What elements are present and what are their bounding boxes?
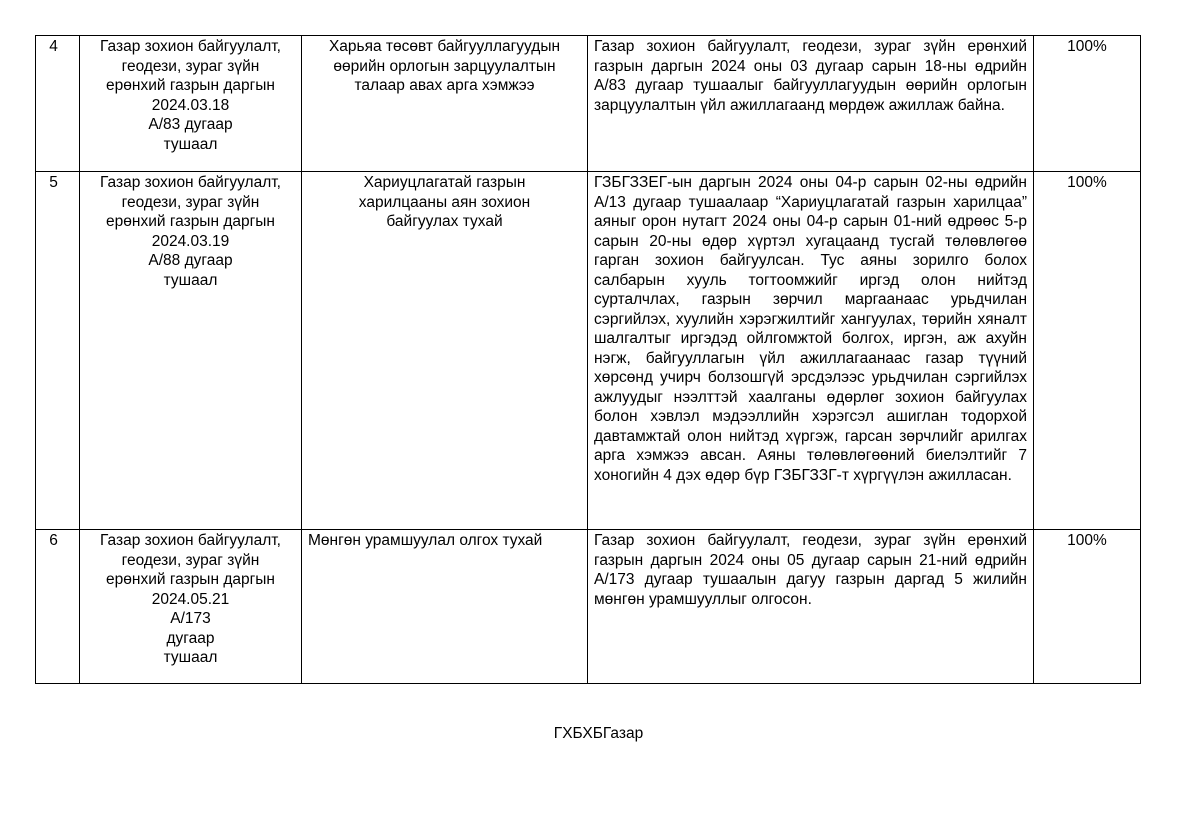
table-row xyxy=(36,530,1141,684)
title-line: Харьяа төсөвт байгууллагуудын xyxy=(328,38,561,55)
implementation-result: ГЗБГЗЗЕГ-ын даргын 2024 оны 04-р сарын 02-ны өдрийн А/13 дугаар тушаалаар “Хариуцлагатай газрын харилцаа” аяныг орон нутагт 2024 оны 04-р сарын 01-ний өдрөөс 5-р сарын 20-ны өдөр хүртэл хугацаанд тусгай төлөвлөгөө гарган зохион байгуулсан. Тус аяны зорилго болох салбарын хууль тогтоомжийг иргэд олон нийтэд сурталчлах, газрын зөрчил маргаанаас урьдчилан сэргийлэх, хуулийн хэрэгжилтийг хангуулах, төрийн хяналт шалгалтыг иргэдэд ойлгомжтой болгох, иргэн, аж ахуйн нэгж, байгууллагын үйл ажиллагаанаас газар түүний хөрсөнд учирч болзошгүй эрсдэлээс урьдчилан сэргийлэх ажлуудыг нээлттэй хаалганы өдөрлөг зохион байгуулах болон хэвлэл мэдээллийн хэрэгсэл ашиглан тодорхой давтамжтай олон нийтэд хүргэж, гарсан зөрчлийг арилгах арга хэмжээ авсан. Аяны төлөвлөгөөний биелэлтийг 7 хоногийн 4 дэх өдөр бүр ГЗБГЗЗГ-т хүргүүлэн ажилласан. xyxy=(588,172,1034,530)
doc-line: тушаал xyxy=(163,649,218,666)
title-line: Хариуцлагатай газрын xyxy=(363,174,526,191)
legal-document-cell xyxy=(80,36,302,172)
legal-document-cell xyxy=(80,530,302,684)
title-line: харилцааны аян зохион xyxy=(358,193,531,211)
legal-document-cell xyxy=(80,172,302,530)
page-footer: ГХБХБГазар xyxy=(553,725,644,742)
implementation-result: Газар зохион байгуулалт, геодези, зураг зүйн ерөнхий газрын даргын 2024 оны 05 дугаар сарын 21-ний өдрийн А/173 дугаар тушаалын дагуу газрын даргад 5 жилийн мөнгөн урамшууллыг олгосон. xyxy=(588,530,1034,684)
title-line: талаар авах арга хэмжээ xyxy=(354,77,535,94)
completion-percent: 100% xyxy=(1034,36,1141,172)
completion-percent: 100% xyxy=(1034,530,1141,684)
doc-line: геодези, зураг зүйн xyxy=(121,57,260,75)
doc-date: 2024.03.18 xyxy=(151,96,230,114)
doc-line: ерөнхий газрын даргын xyxy=(106,213,275,230)
doc-line: ерөнхий газрын даргын xyxy=(106,77,275,94)
doc-line: тушаал xyxy=(163,135,218,153)
doc-date: 2024.03.19 xyxy=(151,232,230,250)
implementation-result: Газар зохион байгуулалт, геодези, зураг зүйн ерөнхий газрын даргын 2024 оны 03 дугаар сарын 18-ны өдрийн А/83 дугаар тушаалыг байгууллагуудын өөрийн орлогын зарцуулалтын үйл ажиллагаанд мөрдөж ажиллаж байна. xyxy=(588,36,1034,172)
doc-line: А/83 дугаар xyxy=(148,116,233,133)
title-line: өөрийн орлогын зарцуулалтын xyxy=(333,57,556,75)
doc-line: А/173 xyxy=(170,610,211,627)
row-number: 5 xyxy=(36,172,80,530)
measure-title-cell xyxy=(302,36,588,172)
measure-title-cell xyxy=(302,172,588,530)
doc-line: А/88 дугаар xyxy=(148,252,233,269)
row-number: 6 xyxy=(36,530,80,684)
doc-line: Газар зохион байгуулалт, xyxy=(100,532,281,549)
title-line: байгуулах тухай xyxy=(386,213,503,230)
doc-date: 2024.05.21 xyxy=(151,590,230,608)
doc-line: тушаал xyxy=(163,271,218,289)
row-number: 4 xyxy=(36,36,80,172)
doc-line: геодези, зураг зүйн xyxy=(121,193,260,211)
doc-line: Газар зохион байгуулалт, xyxy=(100,174,281,191)
completion-percent: 100% xyxy=(1034,172,1141,530)
measure-title-cell xyxy=(302,530,588,684)
doc-line: дугаар xyxy=(166,629,215,647)
doc-line: ерөнхий газрын даргын xyxy=(106,571,275,588)
doc-line: геодези, зураг зүйн xyxy=(121,551,260,569)
title-line: Мөнгөн урамшуулал олгох тухай xyxy=(308,532,543,549)
table-row xyxy=(36,36,1141,172)
table-row xyxy=(36,172,1141,530)
doc-line: Газар зохион байгуулалт, xyxy=(100,38,281,55)
report-table xyxy=(35,35,1141,684)
